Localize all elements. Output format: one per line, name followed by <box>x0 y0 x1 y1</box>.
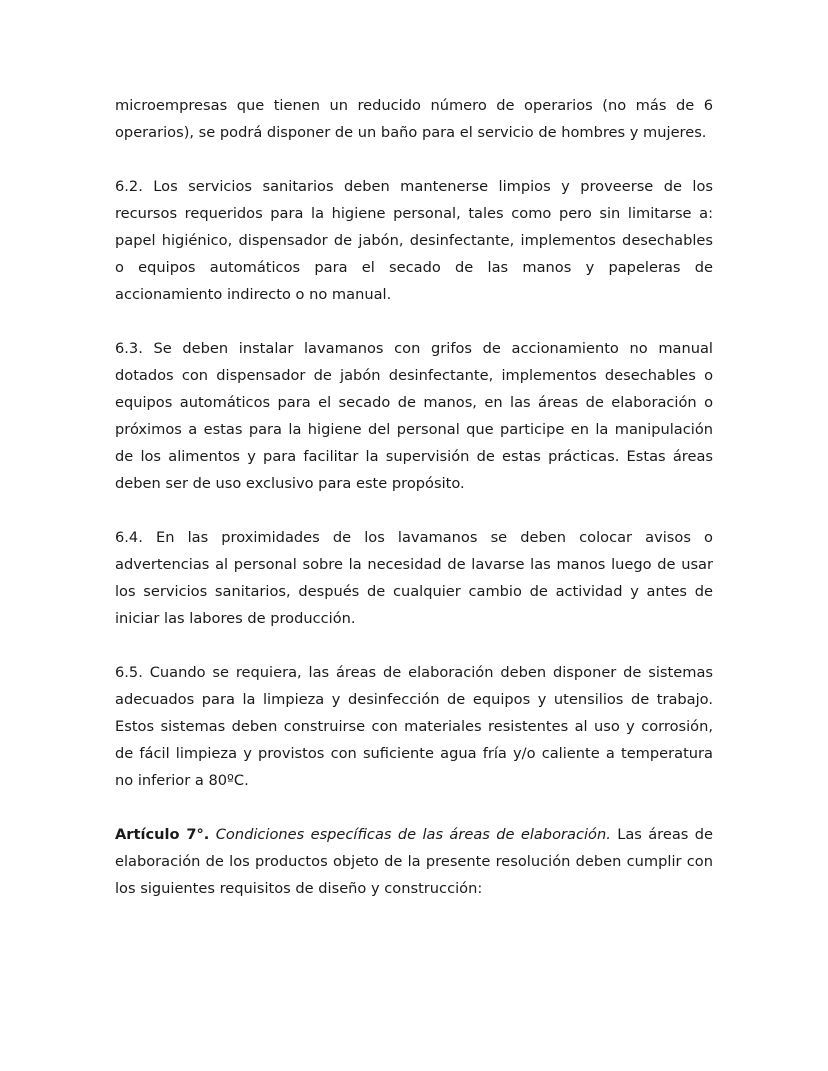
article-7-subtitle: Condiciones específicas de las áreas de elaboración. <box>215 826 611 843</box>
paragraph-6-5: 6.5. Cuando se requiera, las áreas de elaboración deben disponer de sistemas adecuados para la limpieza y desinfección de equipos y utensilios de trabajo. Estos sistemas deben construirse con materiales resistentes al uso y corrosión, de fácil limpieza y provistos con suficiente agua fría y/o caliente a temperatura no inferior a 80ºC. <box>115 664 713 789</box>
article-7 <box>115 821 713 902</box>
paragraph-6-4: 6.4. En las proximidades de los lavamanos se deben colocar avisos o advertencias al personal sobre la necesidad de lavarse las manos luego de usar los servicios sanitarios, después de cualquier cambio de actividad y antes de iniciar las labores de producción. <box>115 529 713 627</box>
paragraph-6-2: 6.2. Los servicios sanitarios deben mantenerse limpios y proveerse de los recursos requeridos para la higiene personal, tales como pero sin limitarse a: papel higiénico, dispensador de jabón, desinfectante, implementos desechables o equipos automáticos para el secado de las manos y papeleras de accionamiento indirecto o no manual. <box>115 178 713 303</box>
article-7-body: Las áreas de elaboración de los productos objeto de la presente resolución deben cumplir con los siguientes requisitos de diseño y construcción: <box>115 826 713 897</box>
article-7-heading: Artículo 7°. <box>115 826 210 843</box>
paragraph-6-3: 6.3. Se deben instalar lavamanos con grifos de accionamiento no manual dotados con dispensador de jabón desinfectante, implementos desechables o equipos automáticos para el secado de manos, en las áreas de elaboración o próximos a estas para la higiene del personal que participe en la manipulación de los alimentos y para facilitar la supervisión de estas prácticas. Estas áreas deben ser de uso exclusivo para este propósito. <box>115 340 713 492</box>
document-page <box>115 92 713 902</box>
paragraph-continuation: microempresas que tienen un reducido número de operarios (no más de 6 operarios), se podrá disponer de un baño para el servicio de hombres y mujeres. <box>115 97 713 141</box>
